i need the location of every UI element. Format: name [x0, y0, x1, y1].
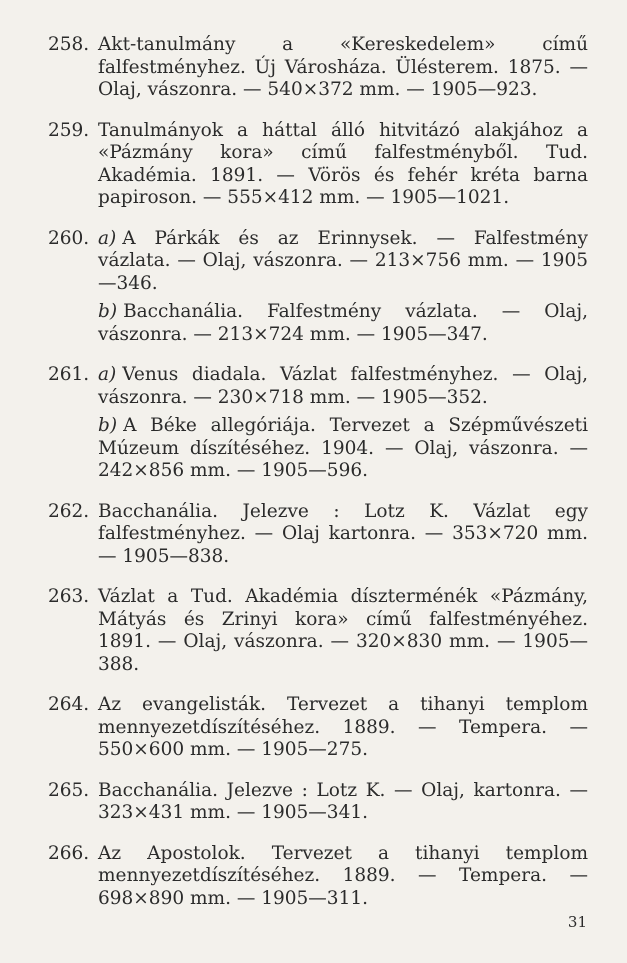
catalogue-entry-264	[48, 694, 588, 762]
catalogue-entry-263	[48, 586, 588, 676]
entry-text: Vázlat a Tud. Akadémia díszterménék «Pázmány, Mátyás és Zrinyi kora» című falfestményéhez. 1891. — Olaj, vászonra. — 320×830 mm. — 1905—388.	[98, 586, 588, 675]
entry-text: Az Apostolok. Tervezet a tihanyi templom mennyezetdíszítéséhez. 1889. — Tempera. — 698×890 mm. — 1905—311.	[98, 842, 588, 909]
subentry-text: Bacchanália. Falfestmény vázlata. — Olaj, vászonra. — 213×724 mm. — 1905—347.	[98, 301, 588, 345]
entry-number: 258.	[48, 34, 90, 55]
entry-number: 261.	[48, 364, 90, 385]
entry-number: 260.	[48, 227, 90, 249]
subentry-text: A Béke allegóriája. Tervezet a Szépművészeti Múzeum díszítéséhez. 1904. — Olaj, vászonra. — 242×856 mm. — 1905—596.	[98, 415, 588, 481]
subentry-a	[98, 364, 588, 409]
subentry-text: A Párkák és az Erinnysek. — Falfestmény vázlata. — Olaj, vászonra. — 213×756 mm. — 1905—346.	[98, 227, 588, 294]
catalogue-entry-266	[48, 843, 588, 911]
entry-number: 263.	[48, 586, 90, 607]
entry-subentries	[98, 228, 588, 347]
catalogue-entries	[48, 34, 588, 928]
subentry-label: a)	[98, 364, 117, 385]
catalogue-entry-259	[48, 120, 588, 210]
subentry-label: b)	[98, 301, 118, 322]
page-number: 31	[567, 913, 587, 931]
subentry-text: Venus diadala. Vázlat falfestményhez. — Olaj, vászonra. — 230×718 mm. — 1905—352.	[98, 364, 588, 408]
entry-number: 262.	[48, 500, 90, 522]
entry-text: Akt-tanulmány a «Kereskedelem» című falfestményhez. Új Városháza. Ülésterem. 1875. — Olaj, vászonra. — 540×372 mm. — 1905—923.	[98, 34, 588, 100]
subentry-a	[98, 228, 588, 296]
subentry-label: a)	[98, 227, 117, 249]
entry-number: 264.	[48, 694, 90, 715]
entry-text: Az evangelisták. Tervezet a tihanyi templom mennyezetdíszítéséhez. 1889. — Tempera. — 550×600 mm. — 1905—275.	[98, 694, 588, 760]
entry-subentries	[98, 364, 588, 483]
catalogue-entry-262	[48, 501, 588, 569]
subentry-b	[98, 415, 588, 483]
entry-text: Bacchanália. Jelezve : Lotz K. Vázlat egy falfestményhez. — Olaj kartonra. — 353×720 mm. — 1905—838.	[98, 500, 588, 567]
entry-number: 265.	[48, 779, 90, 801]
subentry-label: b)	[98, 415, 118, 436]
entry-number: 266.	[48, 842, 90, 864]
entry-text: Bacchanália. Jelezve : Lotz K. — Olaj, kartonra. — 323×431 mm. — 1905—341.	[98, 779, 588, 823]
entry-text: Tanulmányok a háttal álló hitvitázó alakjához a «Pázmány kora» című falfestményből. Tud. Akadémia. 1891. — Vörös és fehér kréta barna papiroson. — 555×412 mm. — 1905—1021.	[98, 119, 588, 208]
catalogue-entry-265	[48, 780, 588, 825]
subentry-b	[98, 301, 588, 346]
catalogue-entry-258	[48, 34, 588, 102]
entry-number: 259.	[48, 119, 90, 141]
catalogue-entry-260	[48, 228, 588, 347]
catalogue-entry-261	[48, 364, 588, 483]
